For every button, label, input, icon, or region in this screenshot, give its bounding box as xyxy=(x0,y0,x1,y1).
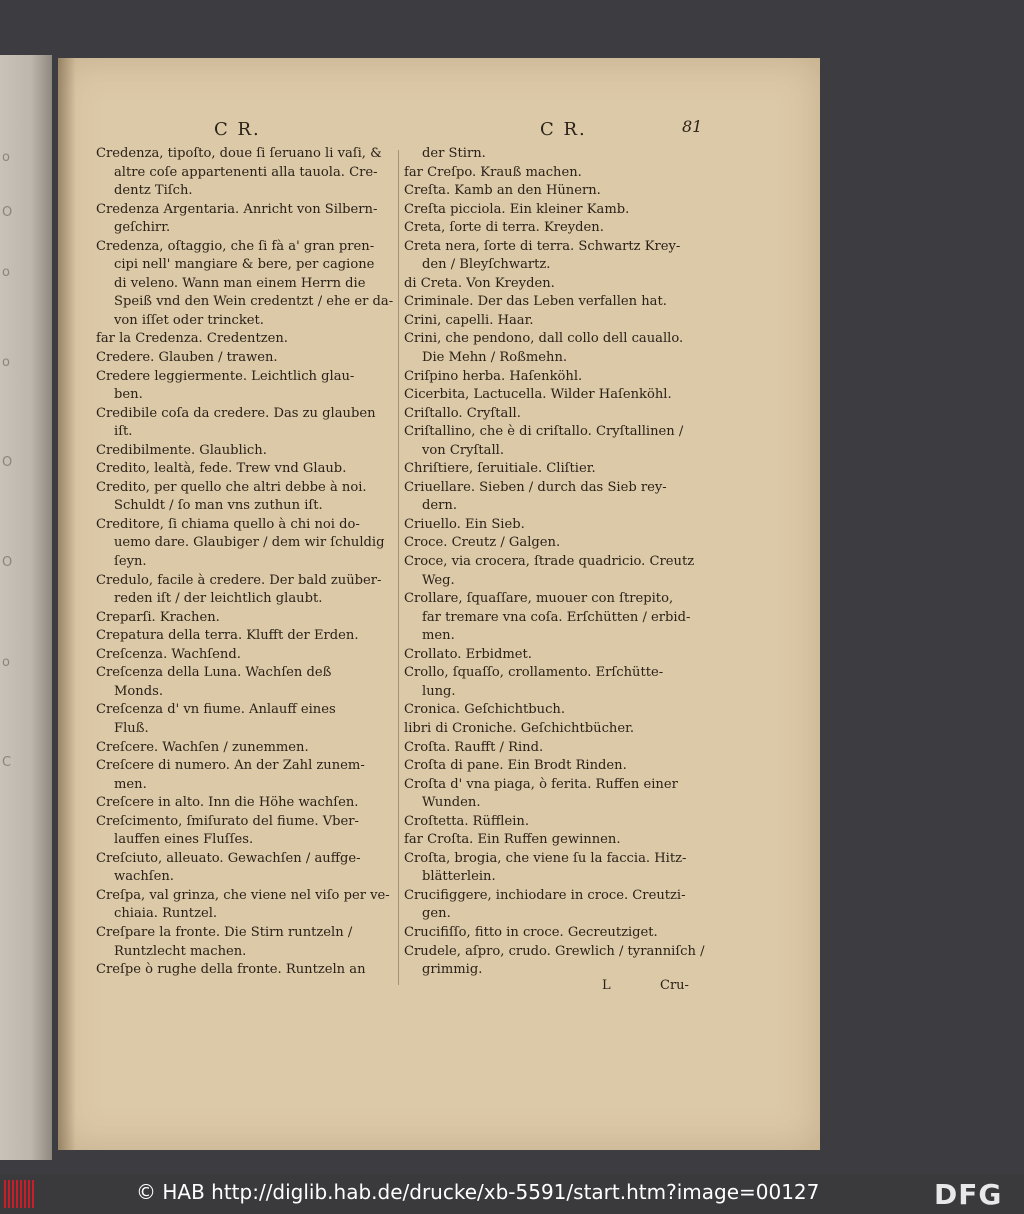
dictionary-line: Weg. xyxy=(422,572,455,588)
dictionary-line: Credito, per quello che altri debbe à noi. xyxy=(96,479,367,495)
dictionary-line: grimmig. xyxy=(422,962,483,978)
dictionary-line: Credibile coſa da credere. Das zu glauben xyxy=(96,405,376,421)
dictionary-line: Creſcere. Wachſen / zunemmen. xyxy=(96,739,309,755)
running-head-right: C R. xyxy=(540,119,587,140)
dictionary-line: men. xyxy=(114,776,147,792)
dictionary-line: Credenza Argentaria. Anricht von Silbern- xyxy=(96,201,378,217)
right-column xyxy=(404,145,705,980)
dictionary-line: dentz Tiſch. xyxy=(114,183,193,199)
dictionary-line: Creſcere di numero. An der Zahl zunem- xyxy=(96,758,365,774)
dictionary-line: Crini, capelli. Haar. xyxy=(404,312,534,328)
dictionary-line: far Creſpo. Krauß machen. xyxy=(404,164,582,180)
dictionary-line: Creparſi. Krachen. xyxy=(96,609,220,625)
dictionary-line: Creta, ſorte di terra. Kreyden. xyxy=(404,220,604,236)
dictionary-line: Creta nera, ſorte di terra. Schwartz Krey- xyxy=(404,238,681,254)
dictionary-line: Cronica. Geſchichtbuch. xyxy=(404,702,566,718)
dictionary-line: Crucifiſſo, fitto in croce. Gecreutziget. xyxy=(404,924,658,940)
dictionary-line: far Croſta. Ein Ruffen gewinnen. xyxy=(404,832,621,848)
dictionary-line: gen. xyxy=(422,906,451,922)
dictionary-line: chiaia. Runtzel. xyxy=(114,906,218,922)
dictionary-line: Creſpa, val grinza, che viene nel viſo per ve- xyxy=(96,887,390,903)
dictionary-line: Wunden. xyxy=(422,795,481,811)
catchword: Cru- xyxy=(660,978,689,993)
left-column xyxy=(96,145,394,980)
dictionary-line: men. xyxy=(422,628,455,644)
dictionary-line: Croſta d' vna piaga, ò ferita. Ruffen einer xyxy=(404,776,678,792)
dictionary-line: di Creta. Von Kreyden. xyxy=(404,275,555,291)
dictionary-line: Cicerbita, Lactucella. Wilder Haſenköhl. xyxy=(404,387,672,403)
dictionary-line: Criſpino herba. Haſenköhl. xyxy=(404,368,583,384)
dictionary-line: Croce. Creutz / Galgen. xyxy=(404,535,561,551)
dictionary-line: Croſta. Raufft / Rind. xyxy=(404,739,544,755)
dictionary-line: Creſcere in alto. Inn die Höhe wachſen. xyxy=(96,795,359,811)
dictionary-line: Credere leggiermente. Leichtlich glau- xyxy=(96,368,355,384)
page-number: 81 xyxy=(682,117,703,136)
dfg-logo: DFG xyxy=(934,1178,1003,1211)
dictionary-line: Credito, lealtà, fede. Trew vnd Glaub. xyxy=(96,461,347,477)
running-head-left: C R. xyxy=(214,119,261,140)
dictionary-line: der Stirn. xyxy=(422,146,486,161)
dictionary-line: Crepatura della terra. Klufft der Erden. xyxy=(96,628,359,644)
dictionary-line: Runtzlecht machen. xyxy=(114,943,247,959)
dictionary-line: Chriſtiere, ſeruitiale. Cliſtier. xyxy=(404,461,596,477)
previous-page-edge: o O o o O O o C xyxy=(0,55,52,1160)
dictionary-line: ben. xyxy=(114,387,143,403)
dictionary-line: Credibilmente. Glaublich. xyxy=(96,442,267,458)
dictionary-line: Credere. Glauben / trawen. xyxy=(96,350,278,366)
dictionary-line: Creditore, ſi chiama quello à chi noi do- xyxy=(96,516,360,532)
dictionary-line: iſt. xyxy=(114,424,133,440)
dictionary-line: blätterlein. xyxy=(422,869,496,885)
hab-logo-icon xyxy=(4,1180,38,1208)
dictionary-line: cipi nell' mangiare & bere, per cagione xyxy=(114,257,375,273)
dictionary-line: Croſtetta. Rüfflein. xyxy=(404,813,529,829)
dictionary-line: Fluß. xyxy=(114,720,149,736)
dictionary-line: Crollare, ſquaſſare, muouer con ſtrepito, xyxy=(404,591,674,607)
column-divider xyxy=(398,150,399,985)
dictionary-line: Creſta picciola. Ein kleiner Kamb. xyxy=(404,201,630,217)
dictionary-line: den / Bleyſchwartz. xyxy=(422,257,551,273)
dictionary-line: Speiß vnd den Wein credentzt / ehe er da- xyxy=(114,294,394,310)
dictionary-line: Criminale. Der das Leben verfallen hat. xyxy=(404,294,667,310)
dictionary-line: di veleno. Wann man einem Herrn die xyxy=(114,275,366,291)
viewer-footer xyxy=(0,1174,1024,1214)
dictionary-line: Crudele, aſpro, crudo. Grewlich / tyranniſch / xyxy=(404,943,705,959)
dictionary-line: Credulo, facile à credere. Der bald zuüber- xyxy=(96,572,382,588)
dictionary-line: uemo dare. Glaubiger / dem wir ſchuldig xyxy=(114,535,385,551)
dictionary-line: lauffen eines Fluſſes. xyxy=(114,832,254,848)
dictionary-line: von Cryſtall. xyxy=(422,442,505,458)
copyright-credit[interactable]: © HAB http://diglib.hab.de/drucke/xb-5591/start.htm?image=00127 xyxy=(136,1180,820,1204)
dictionary-line: Creſcenza della Luna. Wachſen deß xyxy=(96,665,332,681)
dictionary-line: Monds. xyxy=(114,683,163,699)
dictionary-line: Creſta. Kamb an den Hünern. xyxy=(404,183,601,199)
dictionary-line: altre coſe appartenenti alla tauola. Cre- xyxy=(114,164,378,180)
dictionary-line: Credenza, oſtaggio, che ſi fà a' gran pren- xyxy=(96,238,375,254)
dictionary-line: Crollato. Erbidmet. xyxy=(404,646,532,662)
dictionary-line: Crini, che pendono, dall collo dell cauallo. xyxy=(404,331,684,347)
dictionary-line: Criſtallo. Cryſtall. xyxy=(404,405,521,421)
dictionary-line: Creſpare la fronte. Die Stirn runtzeln / xyxy=(96,924,353,940)
dictionary-line: Schuldt / ſo man vns zuthun iſt. xyxy=(114,498,323,514)
dictionary-line: von iſſet oder trincket. xyxy=(114,312,264,328)
dictionary-line: Croce, via crocera, ſtrade quadricio. Creutz xyxy=(404,554,695,570)
dictionary-line: Creſcenza. Wachſend. xyxy=(96,646,241,662)
dictionary-line: Croſta di pane. Ein Brodt Rinden. xyxy=(404,758,627,774)
dictionary-line: Criſtallino, che è di criſtallo. Cryſtallinen / xyxy=(404,424,684,440)
dictionary-line: libri di Croniche. Geſchichtbücher. xyxy=(404,720,635,736)
dictionary-line: lung. xyxy=(422,683,456,699)
dictionary-line: reden iſt / der leichtlich glaubt. xyxy=(114,591,323,607)
dictionary-line: geſchirr. xyxy=(114,220,171,236)
dictionary-line: Crollo, ſquaſſo, crollamento. Erſchütte- xyxy=(404,665,664,681)
dictionary-line: Criuello. Ein Sieb. xyxy=(404,516,525,532)
dictionary-line: Croſta, brogia, che viene ſu la faccia. Hitz- xyxy=(404,850,687,866)
dictionary-line: wachſen. xyxy=(114,869,174,885)
dictionary-line: Credenza, tipoſto, doue ſi ſeruano li vaſi, & xyxy=(96,146,382,161)
dictionary-line: far tremare vna coſa. Erſchütten / erbid- xyxy=(422,609,691,625)
dictionary-line: Crucifiggere, inchiodare in croce. Creutzi- xyxy=(404,887,686,903)
dictionary-line: Creſciuto, alleuato. Gewachſen / auffge- xyxy=(96,850,361,866)
dictionary-line: Criuellare. Sieben / durch das Sieb rey- xyxy=(404,479,667,495)
dictionary-line: Creſcimento, ſmiſurato del fiume. Vber- xyxy=(96,813,359,829)
dictionary-line: ſeyn. xyxy=(114,554,147,570)
dictionary-line: Die Mehn / Roßmehn. xyxy=(422,350,568,366)
dictionary-line: far la Credenza. Credentzen. xyxy=(96,331,288,347)
dictionary-line: Creſpe ò rughe della fronte. Runtzeln an xyxy=(96,962,366,978)
signature-mark: L xyxy=(602,978,611,993)
dictionary-line: Creſcenza d' vn fiume. Anlauff eines xyxy=(96,702,336,718)
dictionary-line: dern. xyxy=(422,498,457,514)
